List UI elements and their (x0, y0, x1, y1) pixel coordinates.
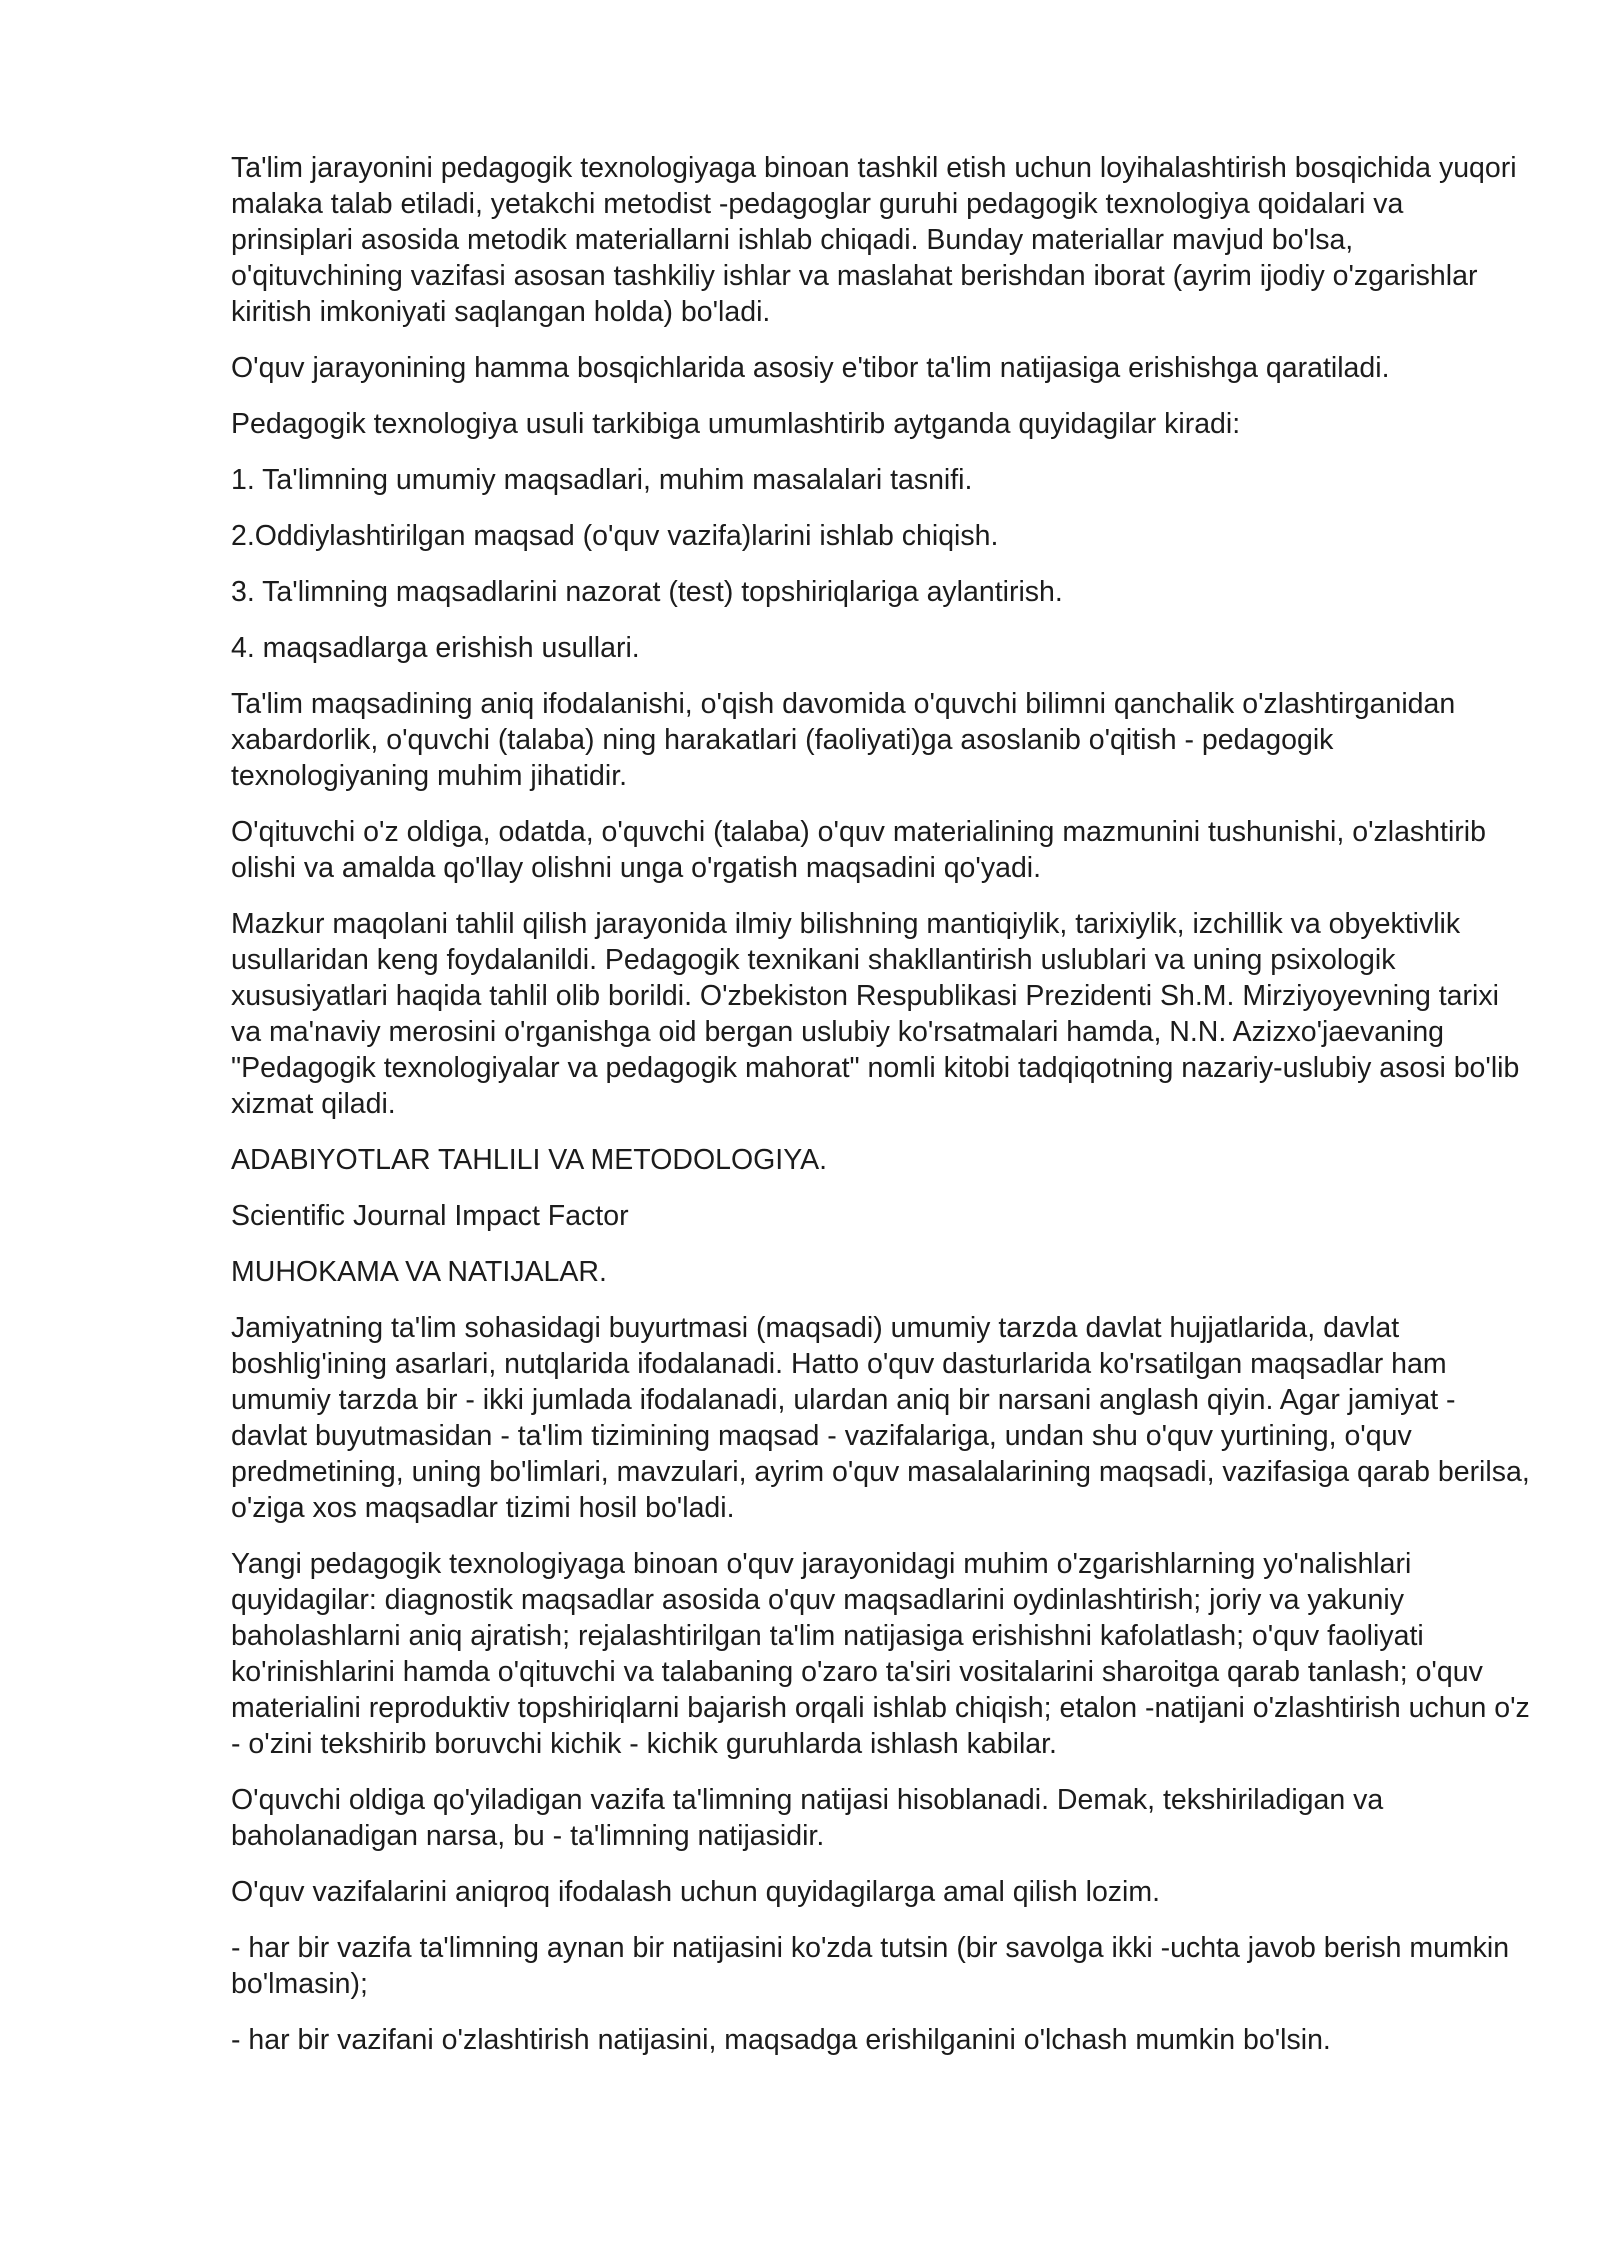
paragraph: O'quv jarayonining hamma bosqichlarida asosiy e'tibor ta'lim natijasiga erishishga qaratiladi. (231, 352, 1390, 384)
paragraph: Mazkur maqolani tahlil qilish jarayonida ilmiy bilishning mantiqiylik, tarixiylik, izchillik va obyektivlik usullaridan keng foydalanildi. Pedagogik texnikani shakllantirish uslublari va uning psixologik xususiyatlari haqida tahlil olib borildi. O'zbekiston Respublikasi Prezidenti Sh.M. Mirziyoyevning tarixi va ma'naviy merosini o'rganishga oid bergan uslubiy ko'rsatmalari hamda, N.N. Azizxo'jaevaning "Pedagogik texnologiyalar va pedagogik mahorat" nomli kitobi tadqiqotning nazariy-uslubiy asosi bo'lib xizmat qiladi. (231, 908, 1520, 1120)
document-page (231, 150, 1531, 2078)
journal-line: Scientific Journal Impact Factor (231, 1200, 629, 1232)
paragraph: Ta'lim jarayonini pedagogik texnologiyaga binoan tashkil etish uchun loyihalashtirish bosqichida yuqori malaka talab etiladi, yetakchi metodist -pedagoglar guruhi pedagogik texnologiya qoidalari va prinsiplari asosida metodik materiallarni ishlab chiqadi. Bunday materiallar mavjud bo'lsa, o'qituvchining vazifasi asosan tashkiliy ishlar va maslahat berishdan iborat (ayrim ijodiy o'zgarishlar kiritish imkoniyati saqlangan holda) bo'ladi. (231, 152, 1517, 328)
paragraph: Pedagogik texnologiya usuli tarkibiga umumlashtirib aytganda quyidagilar kiradi: (231, 408, 1241, 440)
section-heading: MUHOKAMA VA NATIJALAR. (231, 1256, 607, 1288)
paragraph: Jamiyatning ta'lim sohasidagi buyurtmasi (maqsadi) umumiy tarzda davlat hujjatlarida, davlat boshlig'ining asarlari, nutqlarida ifodalanadi. Hatto o'quv dasturlarida ko'rsatilgan maqsadlar ham umumiy tarzda bir - ikki jumlada ifodalanadi, ulardan aniq bir narsani anglash qiyin. Agar jamiyat - davlat buyutmasidan - ta'lim tizimining maqsad - vazifalariga, undan shu o'quv yurtining, o'quv predmetining, uning bo'limlari, mavzulari, ayrim o'quv masalalarining maqsadi, vazifasiga qarab berilsa, o'ziga xos maqsadlar tizimi hosil bo'ladi. (231, 1312, 1530, 1524)
list-item: - har bir vazifani o'zlashtirish natijasini, maqsadga erishilganini o'lchash mumkin bo'lsin. (231, 2024, 1331, 2056)
paragraph: Ta'lim maqsadining aniq ifodalanishi, o'qish davomida o'quvchi bilimni qanchalik o'zlashtirganidan xabardorlik, o'quvchi (talaba) ning harakatlari (faoliyati)ga asoslanib o'qitish - pedagogik texnologiyaning muhim jihatidir. (231, 688, 1456, 792)
list-item: - har bir vazifa ta'limning aynan bir natijasini ko'zda tutsin (bir savolga ikki -uchta javob berish mumkin bo'lmasin); (231, 1932, 1510, 2000)
list-item: 1. Ta'limning umumiy maqsadlari, muhim masalalari tasnifi. (231, 464, 973, 496)
list-item: 3. Ta'limning maqsadlarini nazorat (test) topshiriqlariga aylantirish. (231, 576, 1063, 608)
paragraph: Yangi pedagogik texnologiyaga binoan o'quv jarayonidagi muhim o'zgarishlarning yo'nalishlari quyidagilar: diagnostik maqsadlar asosida o'quv maqsadlarini oydinlashtirish; joriy va yakuniy baholashlarni aniq ajratish; rejalashtirilgan ta'lim natijasiga erishishni kafolatlash; o'quv faoliyati ko'rinishlarini hamda o'qituvchi va talabaning o'zaro ta'siri vositalarini sharoitga qarab tanlash; o'quv materialini reproduktiv topshiriqlarni bajarish orqali ishlab chiqish; etalon -natijani o'zlashtirish uchun o'z - o'zini tekshirib boruvchi kichik - kichik guruhlarda ishlash kabilar. (231, 1548, 1530, 1760)
section-heading: ADABIYOTLAR TAHLILI VA METODOLOGIYA. (231, 1144, 828, 1176)
list-item: 2.Oddiylashtirilgan maqsad (o'quv vazifa)larini ishlab chiqish. (231, 520, 999, 552)
paragraph: O'quv vazifalarini aniqroq ifodalash uchun quyidagilarga amal qilish lozim. (231, 1876, 1161, 1908)
paragraph: O'qituvchi o'z oldiga, odatda, o'quvchi (talaba) o'quv materialining mazmunini tushunishi, o'zlashtirib olishi va amalda qo'llay olishni unga o'rgatish maqsadini qo'yadi. (231, 816, 1486, 884)
list-item: 4. maqsadlarga erishish usullari. (231, 632, 640, 664)
paragraph: O'quvchi oldiga qo'yiladigan vazifa ta'limning natijasi hisoblanadi. Demak, tekshiriladigan va baholanadigan narsa, bu - ta'limning natijasidir. (231, 1784, 1384, 1852)
